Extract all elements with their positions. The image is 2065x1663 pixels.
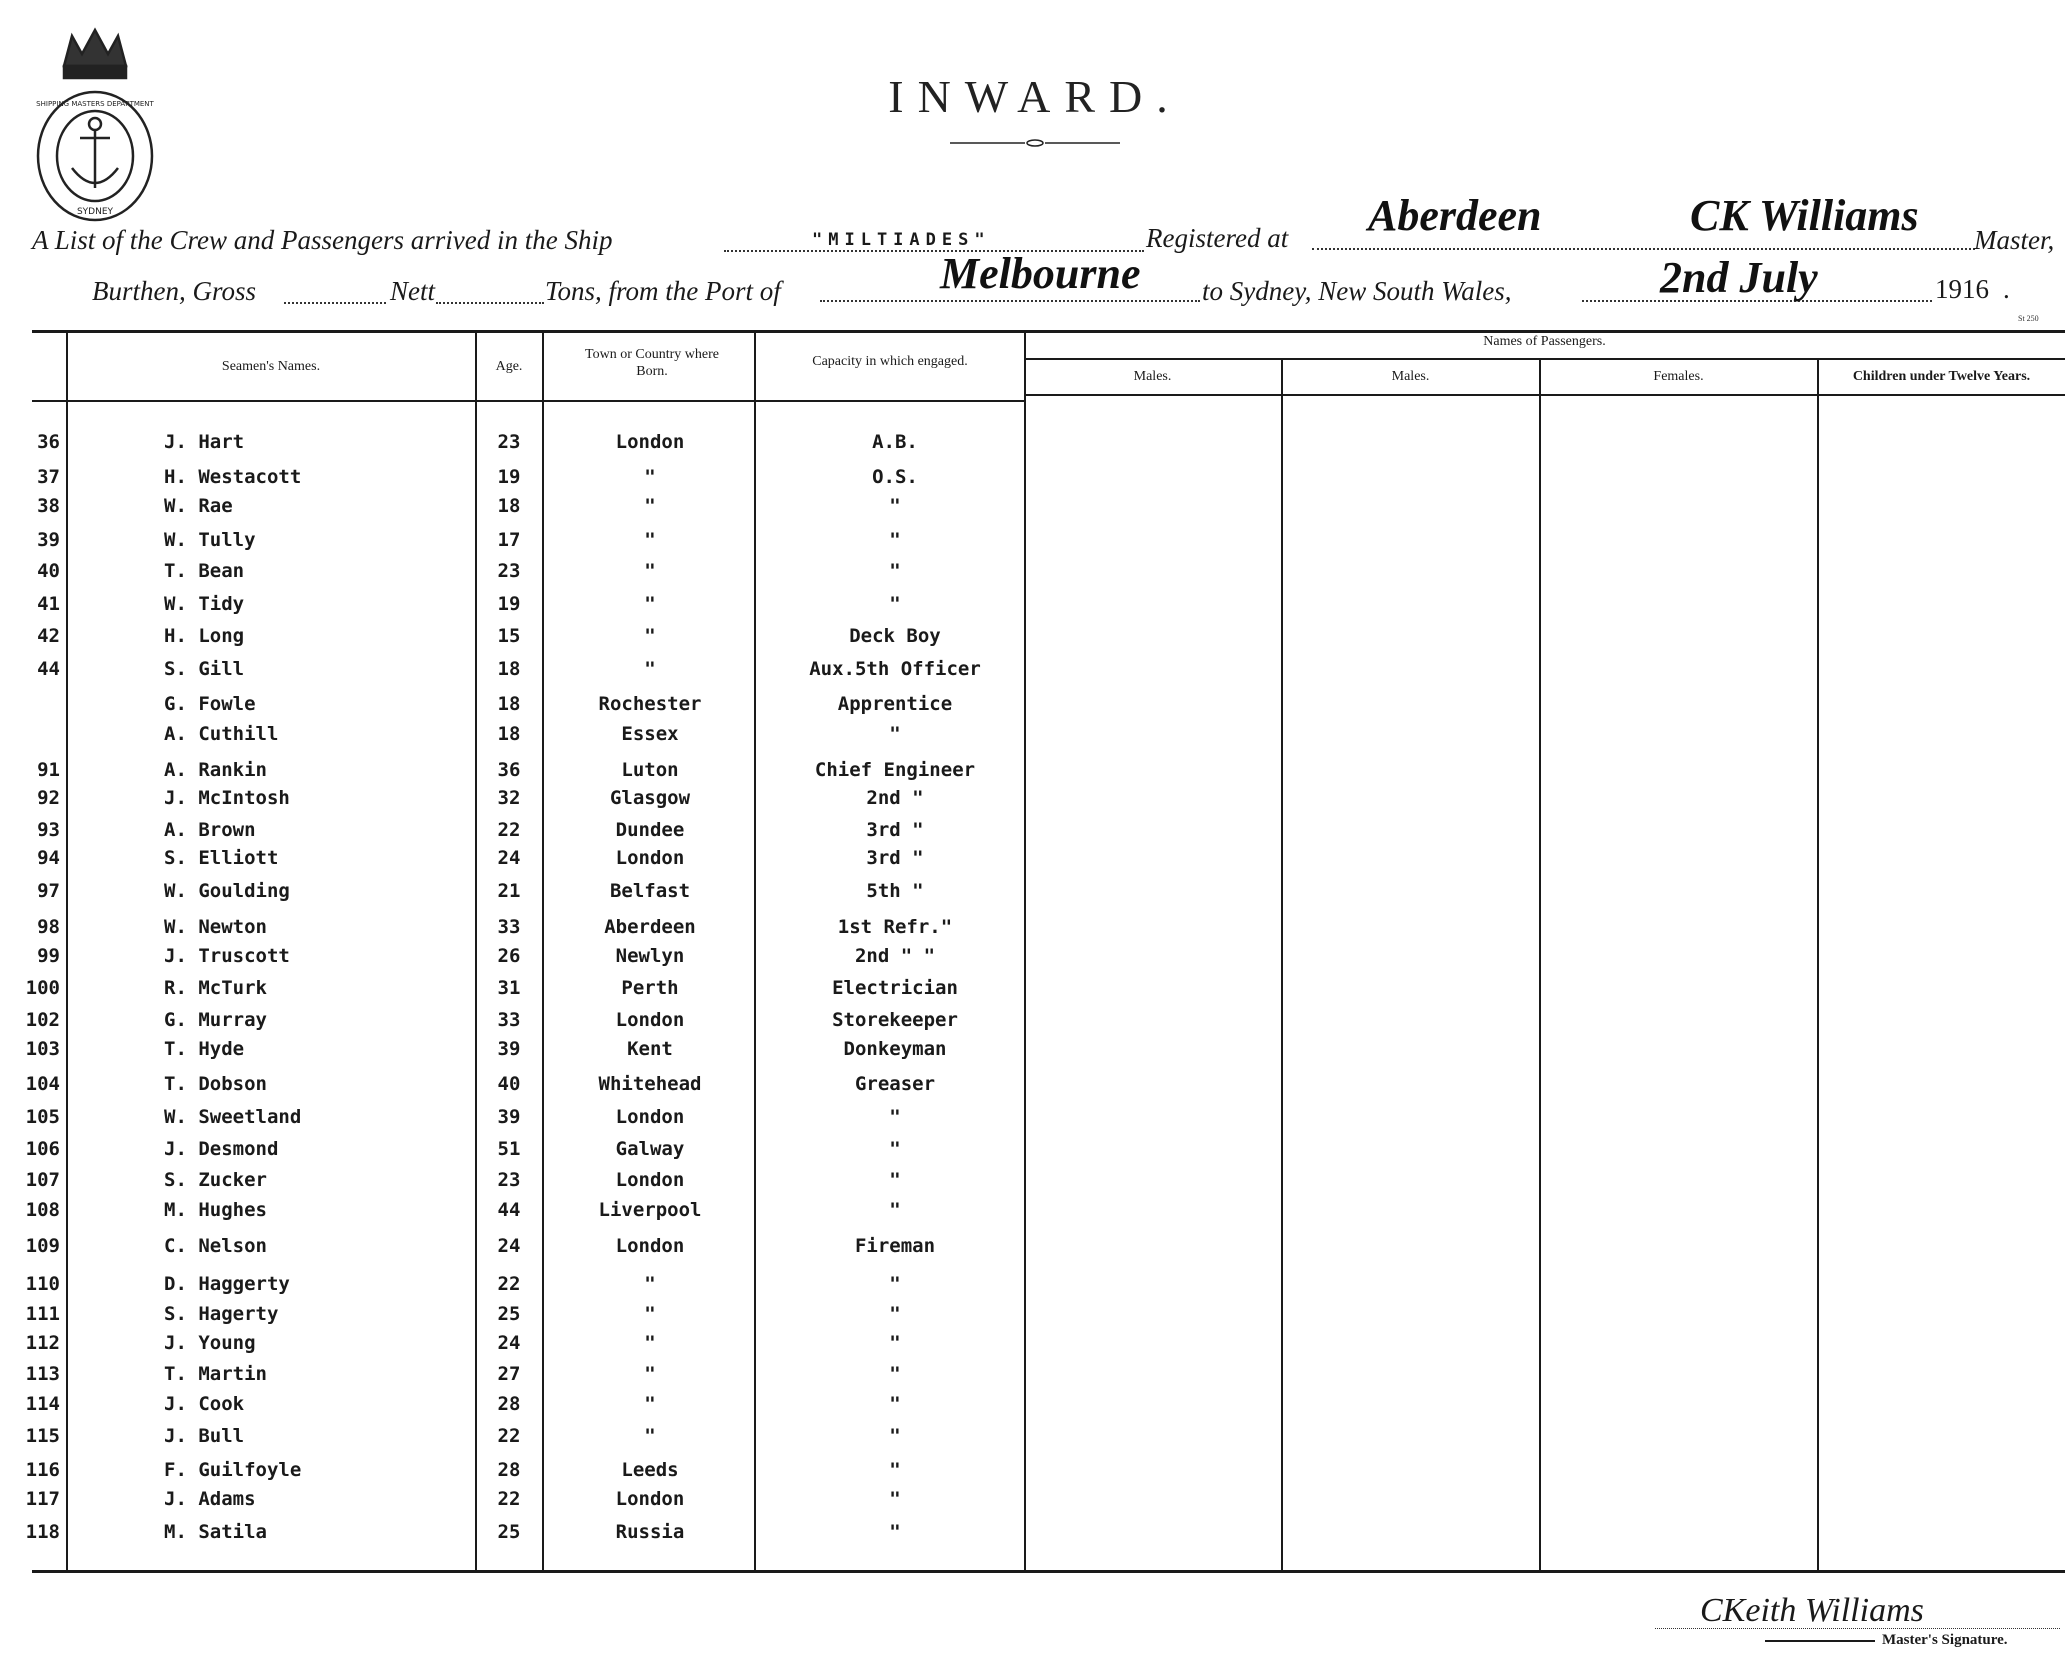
- seaman-capacity: Fireman: [854, 1235, 936, 1257]
- table-row: [0, 758, 2065, 788]
- seaman-capacity: ": [889, 1169, 901, 1191]
- seaman-age: 18: [497, 658, 521, 680]
- nett-label: Nett: [390, 276, 435, 306]
- seaman-age: 18: [497, 723, 521, 745]
- crew-number: 39: [37, 529, 60, 551]
- seaman-capacity: ": [889, 1106, 901, 1128]
- seaman-age: 18: [497, 495, 521, 517]
- seaman-name: W. Newton: [164, 916, 267, 938]
- seaman-name: J. Truscott: [164, 945, 290, 967]
- seaman-name: S. Hagerty: [164, 1303, 279, 1325]
- seaman-birthplace: Rochester: [598, 693, 702, 715]
- crew-number: 105: [25, 1106, 60, 1128]
- crew-number: 113: [25, 1363, 60, 1385]
- seaman-name: J. Adams: [164, 1488, 256, 1510]
- seaman-birthplace: London: [615, 1235, 685, 1257]
- table-row: [0, 1362, 2065, 1392]
- seaman-age: 23: [497, 431, 521, 453]
- seaman-birthplace: ": [644, 1303, 656, 1325]
- seaman-birthplace: London: [615, 431, 685, 453]
- crew-number: 107: [25, 1169, 60, 1191]
- table-row: [0, 1105, 2065, 1135]
- crew-number: 116: [25, 1459, 60, 1481]
- crew-number: 44: [37, 658, 60, 680]
- year: 1916: [1935, 274, 1989, 304]
- crew-number: 97: [37, 880, 60, 902]
- port-dotline: [820, 300, 1200, 302]
- crew-number: 94: [37, 847, 60, 869]
- seaman-birthplace: Russia: [615, 1521, 685, 1543]
- seaman-capacity: Electrician: [832, 977, 958, 999]
- seaman-birthplace: ": [644, 1425, 656, 1447]
- table-row: [0, 1198, 2065, 1228]
- table-row: [0, 1137, 2065, 1167]
- crew-number: 100: [25, 977, 60, 999]
- table-row: [0, 944, 2065, 974]
- master-name-handwritten: CK Williams: [1690, 191, 1919, 240]
- seaman-name: T. Bean: [164, 560, 245, 582]
- table-row: [0, 879, 2065, 909]
- table-row: [0, 559, 2065, 589]
- burthen-gross-label: Burthen, Gross: [92, 276, 257, 306]
- title-ornament: [950, 138, 1120, 148]
- seaman-name: G. Fowle: [164, 693, 256, 715]
- seaman-age: 24: [497, 847, 521, 869]
- col-head-seamens-names: Seamen's Names.: [221, 359, 321, 374]
- seaman-name: G. Murray: [164, 1009, 267, 1031]
- seaman-name: J. McIntosh: [164, 787, 290, 809]
- seaman-age: 22: [497, 1488, 521, 1510]
- crew-number: 104: [25, 1073, 60, 1095]
- seaman-age: 23: [497, 560, 521, 582]
- gross-dotline: [284, 302, 386, 304]
- seaman-name: S. Zucker: [164, 1169, 267, 1191]
- seaman-age: 32: [497, 787, 521, 809]
- crew-number: 98: [37, 916, 60, 938]
- crew-number: 42: [37, 625, 60, 647]
- table-bottom-rule: [32, 1570, 2065, 1573]
- table-row: [0, 1392, 2065, 1422]
- col-head-capacity: Capacity in which engaged.: [812, 354, 968, 369]
- seaman-capacity: ": [889, 1303, 901, 1325]
- crew-number: 112: [25, 1332, 60, 1354]
- seaman-name: W. Tidy: [164, 593, 245, 615]
- registered-at-handwritten: Aberdeen: [1368, 191, 1542, 240]
- to-sydney-label: to Sydney, New South Wales,: [1202, 276, 1512, 306]
- col-head-males-2: Males.: [1391, 369, 1430, 384]
- seaman-name: T. Dobson: [164, 1073, 267, 1095]
- seal-ring-text: SHIPPING MASTERS DEPARTMENT: [36, 100, 154, 108]
- seaman-name: J. Desmond: [164, 1138, 279, 1160]
- seaman-birthplace: ": [644, 658, 656, 680]
- crew-number: 40: [37, 560, 60, 582]
- form-number: St 250: [2018, 314, 2039, 323]
- col-head-town-born: Town or Country where Born.: [585, 347, 719, 379]
- seaman-birthplace: ": [644, 529, 656, 551]
- crew-number: 91: [37, 759, 60, 781]
- table-row: [0, 1272, 2065, 1302]
- seaman-age: 25: [497, 1303, 521, 1325]
- col-head-children: Children under Twelve Years.: [1852, 369, 2031, 384]
- seal-bottom-text: SYDNEY: [76, 207, 114, 217]
- page-title: INWARD.: [888, 71, 1182, 122]
- seaman-age: 36: [497, 759, 521, 781]
- table-row: [0, 624, 2065, 654]
- shipping-masters-seal: [34, 26, 156, 222]
- seaman-capacity: 1st Refr.": [837, 916, 953, 938]
- seaman-age: 19: [497, 466, 521, 488]
- seaman-name: J. Hart: [164, 431, 245, 453]
- seaman-age: 39: [497, 1038, 521, 1060]
- col-head-age: Age.: [495, 359, 523, 374]
- seaman-birthplace: Luton: [621, 759, 679, 781]
- seaman-age: 25: [497, 1521, 521, 1543]
- seaman-name: R. McTurk: [164, 977, 267, 999]
- seaman-name: T. Hyde: [164, 1038, 245, 1060]
- seaman-birthplace: Kent: [627, 1038, 673, 1060]
- seaman-birthplace: London: [615, 1106, 685, 1128]
- seaman-capacity: Aux.5th Officer: [809, 658, 981, 680]
- seaman-capacity: ": [889, 1488, 901, 1510]
- seaman-birthplace: Glasgow: [609, 787, 691, 809]
- seaman-name: A. Brown: [164, 819, 256, 841]
- table-row: [0, 1168, 2065, 1198]
- seaman-age: 28: [497, 1459, 521, 1481]
- seaman-capacity: ": [889, 1199, 901, 1221]
- seaman-birthplace: London: [615, 1169, 685, 1191]
- date-handwritten: 2nd July: [1660, 253, 1818, 302]
- seaman-birthplace: ": [644, 1332, 656, 1354]
- table-row: [0, 915, 2065, 945]
- passengers-subheader-rule: [1024, 394, 2065, 396]
- col-head-females: Females.: [1653, 369, 1704, 384]
- table-row: [0, 1458, 2065, 1488]
- table-row: [0, 976, 2065, 1006]
- table-row: [0, 1520, 2065, 1550]
- nett-dotline: [436, 302, 544, 304]
- seaman-birthplace: ": [644, 593, 656, 615]
- seaman-birthplace: Liverpool: [598, 1199, 702, 1221]
- seaman-age: 40: [497, 1073, 521, 1095]
- crew-number: 111: [25, 1303, 60, 1325]
- seaman-capacity: ": [889, 1521, 901, 1543]
- seaman-capacity: 2nd " ": [854, 945, 936, 967]
- table-row: [0, 722, 2065, 752]
- table-row: [0, 1331, 2065, 1361]
- seaman-capacity: Donkeyman: [843, 1038, 947, 1060]
- seaman-birthplace: Newlyn: [615, 945, 685, 967]
- seaman-name: D. Haggerty: [164, 1273, 290, 1295]
- seaman-age: 15: [497, 625, 521, 647]
- seaman-age: 22: [497, 1425, 521, 1447]
- header-line1-prefix: A List of the Crew and Passengers arrived in the Ship: [32, 225, 613, 255]
- seaman-name: J. Cook: [164, 1393, 245, 1415]
- port-from-handwritten: Melbourne: [940, 249, 1141, 298]
- seaman-birthplace: Perth: [621, 977, 679, 999]
- table-row: [0, 465, 2065, 495]
- crew-number: 36: [37, 431, 60, 453]
- crew-number: 118: [25, 1521, 60, 1543]
- table-row: [0, 1234, 2065, 1264]
- seaman-age: 24: [497, 1332, 521, 1354]
- col-head-names-of-passengers: Names of Passengers.: [1483, 334, 1606, 349]
- table-row: [0, 1037, 2065, 1067]
- seaman-capacity: Greaser: [854, 1073, 936, 1095]
- table-row: [0, 1008, 2065, 1038]
- seaman-capacity: 3rd ": [866, 819, 924, 841]
- seaman-birthplace: Dundee: [615, 819, 685, 841]
- signature-flourish: [1765, 1640, 1875, 1642]
- seaman-capacity: ": [889, 1459, 901, 1481]
- seaman-age: 22: [497, 819, 521, 841]
- seaman-name: A. Cuthill: [164, 723, 279, 745]
- seaman-capacity: 3rd ": [866, 847, 924, 869]
- table-row: [0, 1424, 2065, 1454]
- seaman-capacity: ": [889, 1138, 901, 1160]
- seaman-birthplace: ": [644, 495, 656, 517]
- seaman-age: 33: [497, 1009, 521, 1031]
- seaman-name: M. Hughes: [164, 1199, 267, 1221]
- seaman-age: 17: [497, 529, 521, 551]
- table-row: [0, 846, 2065, 876]
- crew-number: 102: [25, 1009, 60, 1031]
- seaman-birthplace: London: [615, 847, 685, 869]
- seaman-capacity: ": [889, 723, 901, 745]
- seaman-name: T. Martin: [164, 1363, 267, 1385]
- seaman-capacity: 5th ": [866, 880, 924, 902]
- seaman-name: W. Goulding: [164, 880, 290, 902]
- passengers-header-rule: [1024, 358, 2065, 360]
- crew-number: 108: [25, 1199, 60, 1221]
- seaman-name: H. Westacott: [164, 466, 302, 488]
- master-signature-handwritten: CKeith Williams: [1700, 1592, 1924, 1629]
- seaman-birthplace: Belfast: [609, 880, 691, 902]
- seaman-capacity: Storekeeper: [832, 1009, 958, 1031]
- seaman-birthplace: Essex: [621, 723, 679, 745]
- table-row: [0, 1302, 2065, 1332]
- crew-number: 99: [37, 945, 60, 967]
- seaman-birthplace: ": [644, 466, 656, 488]
- seaman-name: C. Nelson: [164, 1235, 267, 1257]
- seaman-name: W. Rae: [164, 495, 233, 517]
- seaman-name: W. Sweetland: [164, 1106, 302, 1128]
- seaman-name: M. Satila: [164, 1521, 267, 1543]
- seaman-age: 23: [497, 1169, 521, 1191]
- table-row: [0, 528, 2065, 558]
- seaman-capacity: ": [889, 1393, 901, 1415]
- seaman-age: 18: [497, 693, 521, 715]
- crew-number: 106: [25, 1138, 60, 1160]
- seaman-birthplace: Leeds: [621, 1459, 679, 1481]
- seaman-capacity: ": [889, 495, 901, 517]
- crew-number: 114: [25, 1393, 60, 1415]
- master-label: Master,: [1974, 225, 2055, 255]
- year-period: .: [2003, 274, 2010, 304]
- seaman-birthplace: ": [644, 1273, 656, 1295]
- seaman-age: 24: [497, 1235, 521, 1257]
- seaman-age: 21: [497, 880, 521, 902]
- seaman-age: 44: [497, 1199, 521, 1221]
- crew-number: 115: [25, 1425, 60, 1447]
- seaman-name: A. Rankin: [164, 759, 267, 781]
- crew-number: 103: [25, 1038, 60, 1060]
- seaman-name: F. Guilfoyle: [164, 1459, 302, 1481]
- seaman-birthplace: ": [644, 560, 656, 582]
- seaman-name: W. Tully: [164, 529, 256, 551]
- table-row: [0, 592, 2065, 622]
- seaman-age: 51: [497, 1138, 521, 1160]
- seaman-name: S. Gill: [164, 658, 245, 680]
- seaman-name: J. Bull: [164, 1425, 245, 1447]
- crew-number: 117: [25, 1488, 60, 1510]
- col-head-males-1: Males.: [1133, 369, 1172, 384]
- seaman-capacity: O.S.: [872, 466, 918, 488]
- table-row: [0, 1487, 2065, 1517]
- crew-number: 41: [37, 593, 60, 615]
- seaman-capacity: ": [889, 593, 901, 615]
- header-bottom-rule-left: [32, 400, 1024, 402]
- seaman-capacity: Chief Engineer: [814, 759, 976, 781]
- table-row: [0, 1072, 2065, 1102]
- table-row: [0, 786, 2065, 816]
- seaman-age: 39: [497, 1106, 521, 1128]
- seaman-age: 19: [497, 593, 521, 615]
- crew-number: 37: [37, 466, 60, 488]
- master-signature-label: Master's Signature.: [1882, 1632, 2008, 1648]
- seaman-name: J. Young: [164, 1332, 256, 1354]
- table-row: [0, 692, 2065, 722]
- table-row: [0, 657, 2065, 687]
- seaman-age: 31: [497, 977, 521, 999]
- seaman-birthplace: Aberdeen: [604, 916, 696, 938]
- seaman-capacity: ": [889, 560, 901, 582]
- ship-name: "MILTIADES": [812, 230, 991, 250]
- seaman-capacity: ": [889, 1363, 901, 1385]
- seaman-birthplace: Galway: [615, 1138, 685, 1160]
- registered-at-label: Registered at: [1146, 223, 1289, 253]
- seaman-name: S. Elliott: [164, 847, 279, 869]
- seaman-age: 26: [497, 945, 521, 967]
- seaman-birthplace: London: [615, 1488, 685, 1510]
- crew-number: 93: [37, 819, 60, 841]
- seaman-capacity: 2nd ": [866, 787, 924, 809]
- seaman-capacity: Deck Boy: [849, 625, 941, 647]
- table-row: [0, 818, 2065, 848]
- seaman-capacity: ": [889, 529, 901, 551]
- seaman-name: H. Long: [164, 625, 245, 647]
- seaman-birthplace: ": [644, 1363, 656, 1385]
- seaman-capacity: ": [889, 1273, 901, 1295]
- registered-at-dotline: [1312, 248, 1975, 250]
- crew-number: 92: [37, 787, 60, 809]
- seaman-age: 28: [497, 1393, 521, 1415]
- crew-number: 38: [37, 495, 60, 517]
- seaman-capacity: A.B.: [872, 431, 918, 453]
- seaman-age: 27: [497, 1363, 521, 1385]
- seaman-capacity: ": [889, 1332, 901, 1354]
- crew-number: 110: [25, 1273, 60, 1295]
- seaman-capacity: Apprentice: [837, 693, 953, 715]
- seaman-age: 22: [497, 1273, 521, 1295]
- seaman-birthplace: London: [615, 1009, 685, 1031]
- seaman-capacity: ": [889, 1425, 901, 1447]
- crew-number: 109: [25, 1235, 60, 1257]
- seaman-birthplace: Whitehead: [598, 1073, 702, 1095]
- seaman-birthplace: ": [644, 1393, 656, 1415]
- seaman-age: 33: [497, 916, 521, 938]
- seaman-birthplace: ": [644, 625, 656, 647]
- table-row: [0, 494, 2065, 524]
- table-row: [0, 430, 2065, 460]
- tons-from-label: Tons, from the Port of: [545, 276, 781, 306]
